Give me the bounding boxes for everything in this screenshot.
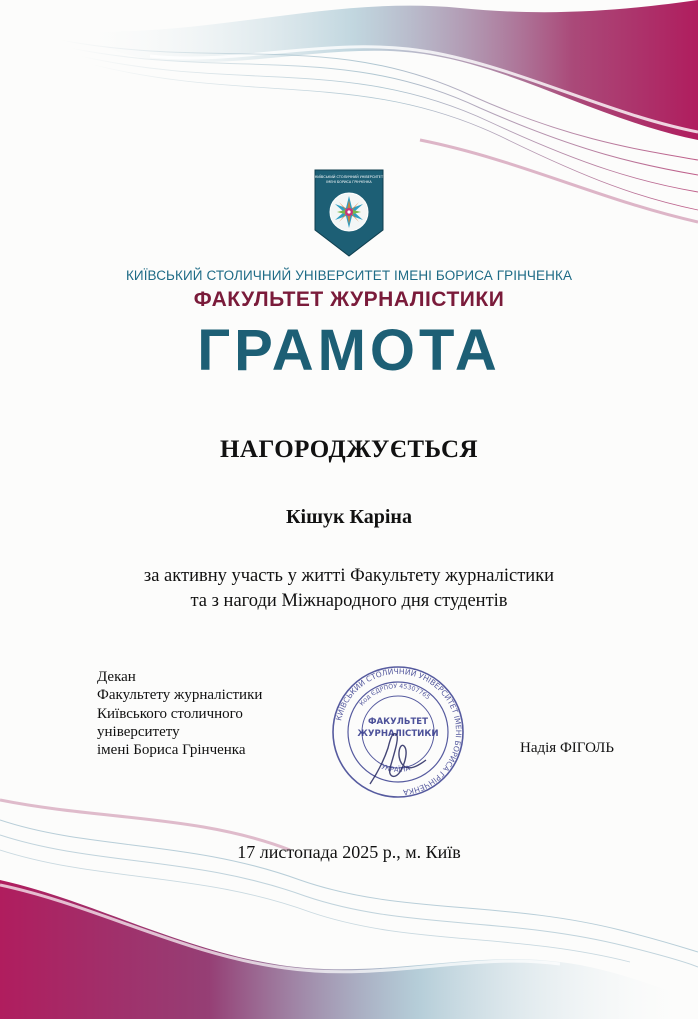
position-line-5: імені Бориса Грінченка bbox=[97, 742, 246, 759]
document-title: ГРАМОТА bbox=[197, 318, 501, 383]
signatory-name: Надія ФІГОЛЬ bbox=[520, 740, 614, 756]
university-name: КИЇВСЬКИЙ СТОЛИЧНИЙ УНІВЕРСИТЕТ ІМЕНІ БОРИСА ГРІНЧЕНКА bbox=[125, 268, 573, 283]
stamp-center-line-2: ЖУРНАЛІСТИКИ bbox=[357, 729, 439, 739]
university-crest-icon bbox=[313, 168, 385, 258]
faculty-name: ФАКУЛЬТЕТ ЖУРНАЛІСТИКИ bbox=[193, 288, 505, 311]
stamp-bottom-text: УКРАЇНА bbox=[379, 762, 412, 775]
position-line-1: Декан bbox=[97, 669, 136, 685]
stamp-center-line-1: ФАКУЛЬТЕТ bbox=[367, 717, 429, 727]
official-stamp bbox=[330, 664, 466, 800]
award-reason bbox=[0, 564, 698, 614]
position-line-4: університету bbox=[97, 723, 180, 740]
signatory-position bbox=[97, 668, 262, 759]
award-reason-line-2: та з нагоди Міжнародного дня студентів bbox=[190, 591, 508, 611]
awarded-heading: НАГОРОДЖУЄТЬСЯ bbox=[219, 436, 479, 463]
stamp-outer-text: КИЇВСЬКИЙ СТОЛИЧНИЙ УНІВЕРСИТЕТ ІМЕНІ БОРИСА ГРІНЧЕНКА bbox=[334, 666, 464, 797]
stamp-code-text: Код ЄДРПОУ 45307765 bbox=[358, 682, 432, 708]
date-and-place: 17 листопада 2025 р., м. Київ bbox=[237, 842, 461, 862]
position-line-3: Київського столичного bbox=[97, 705, 243, 722]
handwritten-signature bbox=[370, 734, 426, 784]
emblem-text-line-1: КИЇВСЬКИЙ СТОЛИЧНИЙ УНІВЕРСИТЕТ bbox=[314, 175, 384, 179]
stamp-seal-icon bbox=[330, 664, 466, 800]
award-reason-line-1: за активну участь у житті Факультету журналістики bbox=[143, 566, 555, 586]
position-line-2: Факультету журналістики bbox=[97, 687, 263, 704]
recipient-name: Кішук Каріна bbox=[286, 506, 412, 528]
university-emblem bbox=[313, 168, 385, 258]
emblem-text-line-2: ІМЕНІ БОРИСА ГРІНЧЕНКА bbox=[326, 180, 372, 184]
